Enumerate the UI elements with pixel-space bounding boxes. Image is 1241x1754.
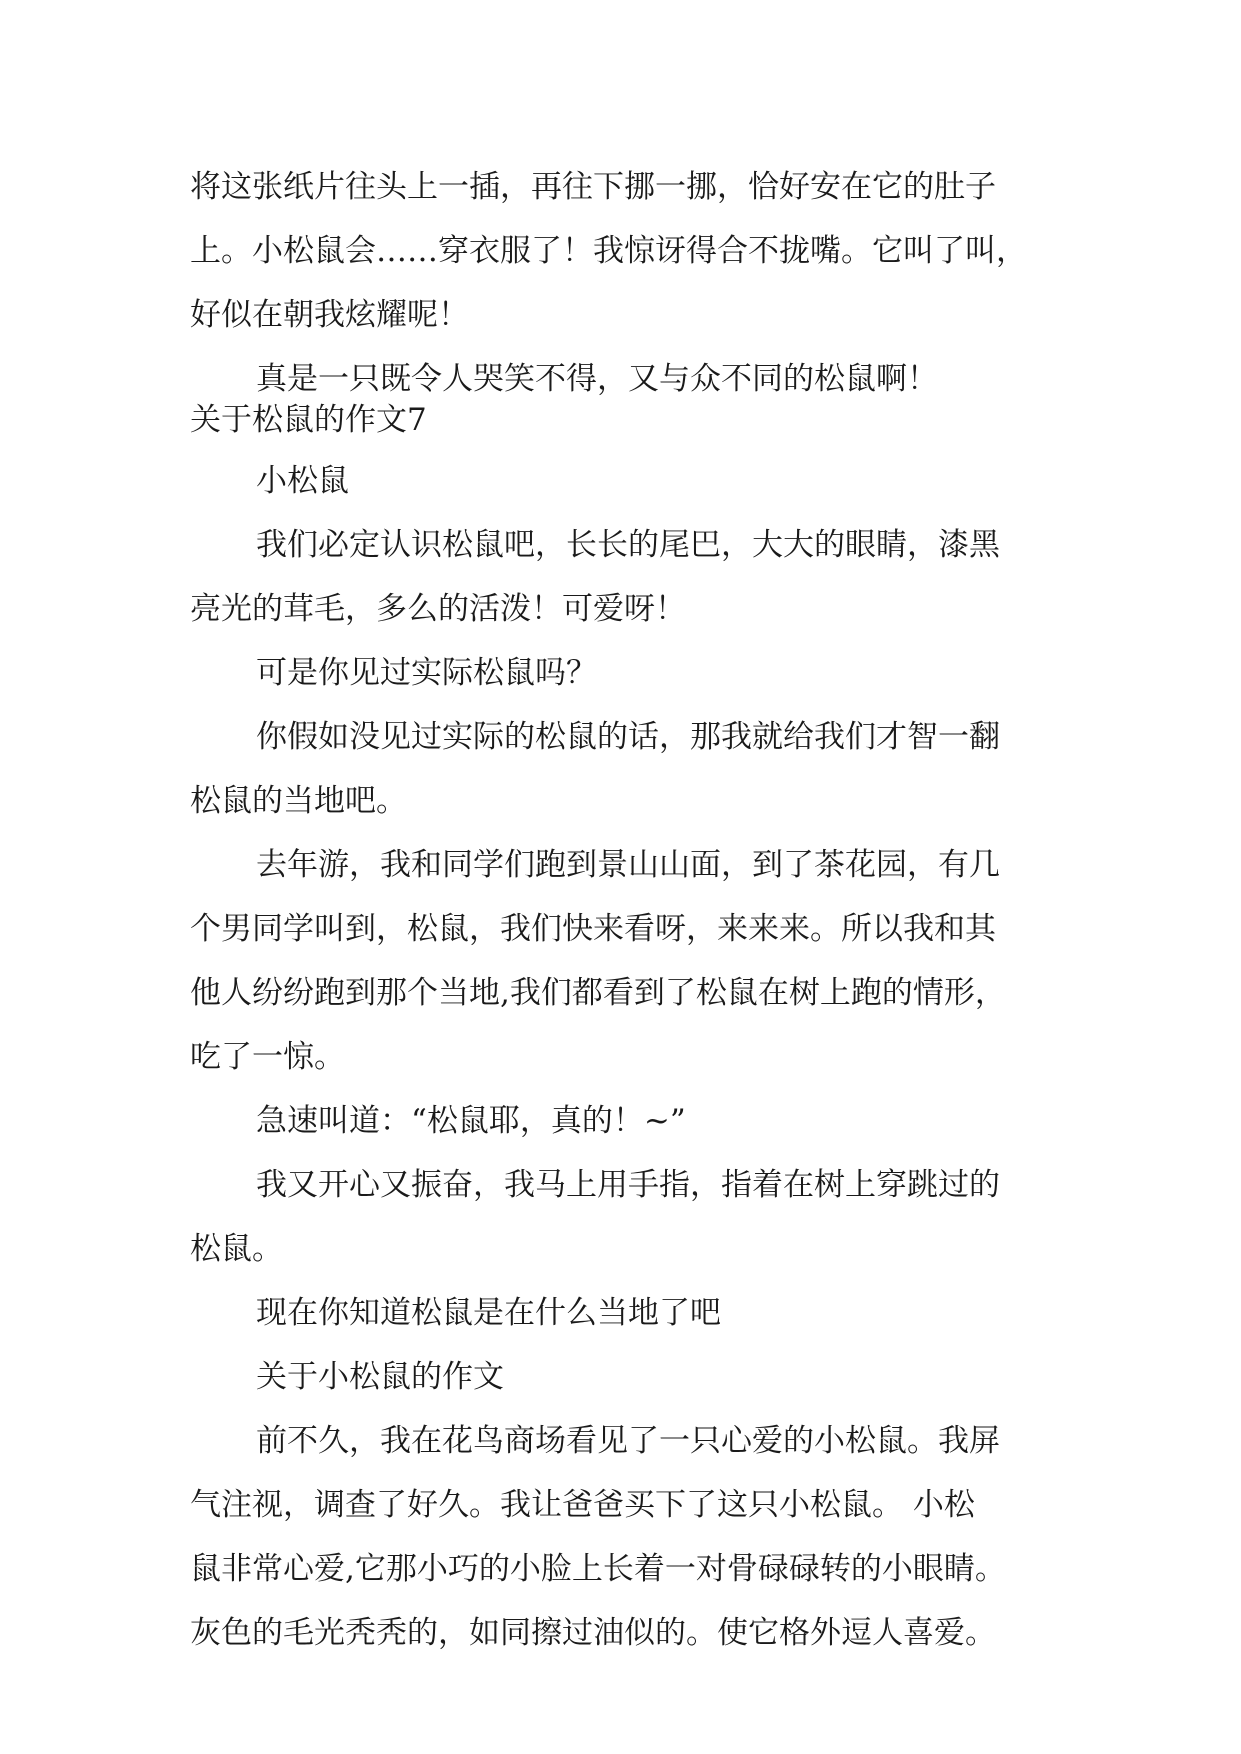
text-line: 松鼠的当地吧。 — [190, 783, 407, 819]
paragraph-first-line: 现在你知道松鼠是在什么当地了吧 — [256, 1295, 721, 1331]
text-line: 个男同学叫到，松鼠，我们快来看呀，来来来。所以我和其 — [190, 911, 996, 947]
paragraph-first-line: 急速叫道：“松鼠耶，真的！~” — [256, 1103, 686, 1139]
text-line: 吃了一惊。 — [190, 1039, 345, 1075]
essay-title: 小松鼠 — [256, 463, 349, 499]
text-line: 好似在朝我炫耀呢！ — [190, 297, 469, 333]
paragraph-first-line: 可是你见过实际松鼠吗？ — [256, 655, 597, 691]
text-line: 上。小松鼠会……穿衣服了！我惊讶得合不拢嘴。它叫了叫， — [190, 233, 1027, 269]
paragraph-first-line: 你假如没见过实际的松鼠的话，那我就给我们才智一翻 — [256, 719, 1000, 755]
text-line: 将这张纸片往头上一插，再往下挪一挪，恰好安在它的肚子 — [190, 169, 996, 205]
paragraph-first-line: 去年游，我和同学们跑到景山山面，到了茶花园，有几 — [256, 847, 1000, 883]
text-line: 亮光的茸毛，多么的活泼！可爱呀！ — [190, 591, 686, 627]
subsection-heading: 关于小松鼠的作文 — [256, 1359, 504, 1395]
paragraph-first-line: 我们必定认识松鼠吧，长长的尾巴，大大的眼睛，漆黑 — [256, 527, 1000, 563]
text-line: 鼠非常心爱,它那小巧的小脸上长着一对骨碌碌转的小眼睛。 — [190, 1551, 1006, 1587]
text-line: 松鼠。 — [190, 1231, 283, 1267]
paragraph-first-line: 真是一只既令人哭笑不得，又与众不同的松鼠啊！ — [256, 361, 938, 397]
text-line: 灰色的毛光秃秃的，如同擦过油似的。使它格外逗人喜爱。 — [190, 1615, 996, 1651]
text-line: 气注视，调查了好久。我让爸爸买下了这只小松鼠。 小松 — [190, 1487, 975, 1523]
text-line: 他人纷纷跑到那个当地,我们都看到了松鼠在树上跑的情形， — [190, 975, 1006, 1011]
paragraph-first-line: 前不久，我在花鸟商场看见了一只心爱的小松鼠。我屏 — [256, 1423, 1000, 1459]
section-heading: 关于松鼠的作文7 — [190, 402, 427, 438]
paragraph-first-line: 我又开心又振奋，我马上用手指，指着在树上穿跳过的 — [256, 1167, 1000, 1203]
